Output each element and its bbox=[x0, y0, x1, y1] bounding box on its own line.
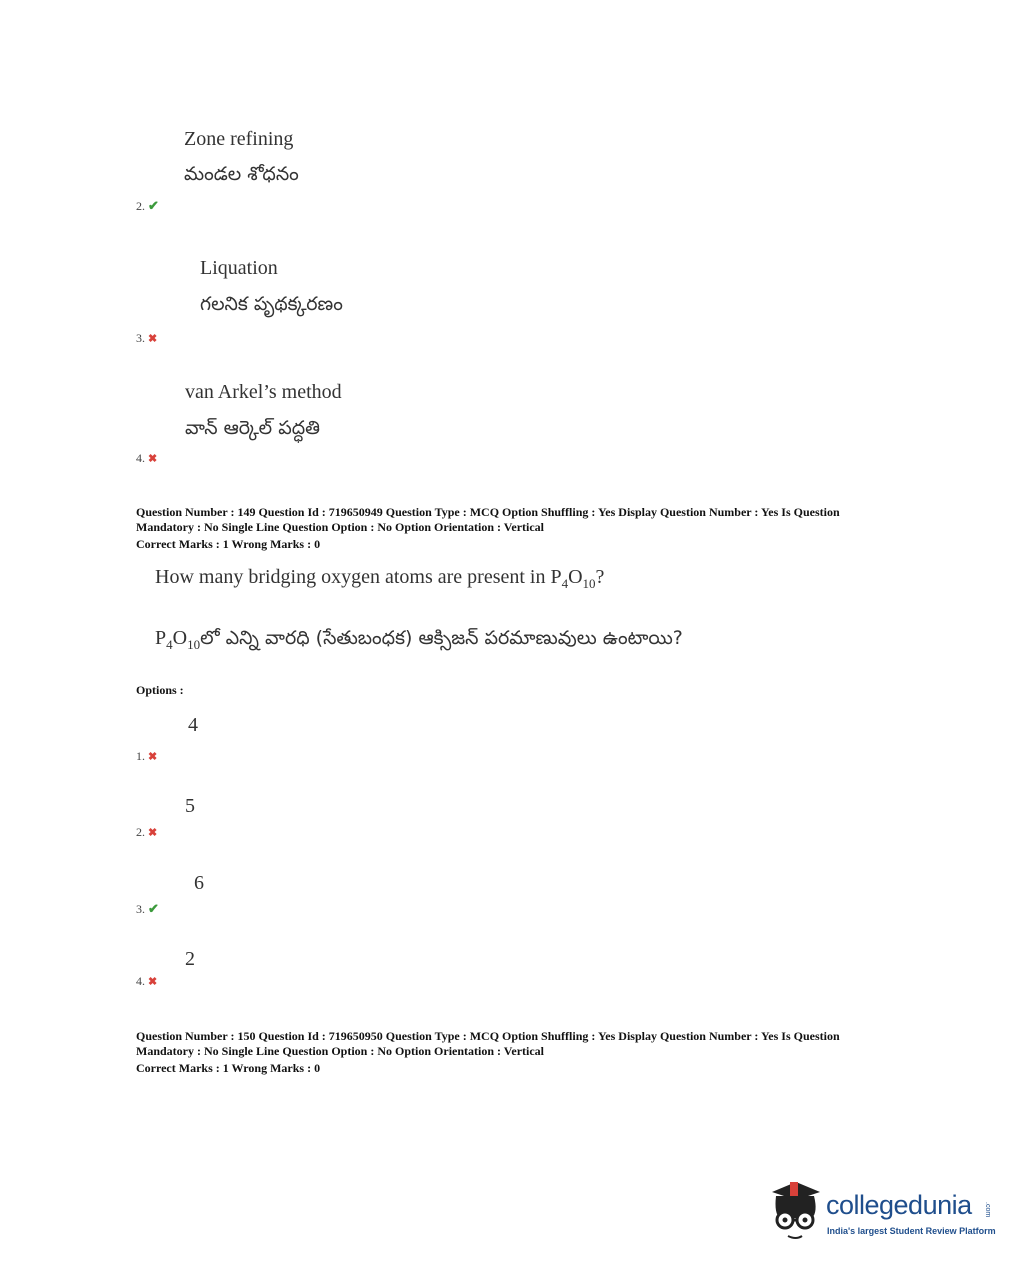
prev-option-4-en: van Arkel’s method bbox=[185, 381, 342, 403]
q149-question-en: How many bridging oxygen atoms are present in $P_4O_{10}$? bbox=[155, 566, 605, 591]
prev-option-2-te: మండల శోధనం bbox=[184, 163, 299, 185]
collegedunia-logo bbox=[766, 1176, 996, 1256]
q149-option-3-number: 3. ✔ bbox=[136, 901, 159, 916]
q149-option-2-number: 2. ✖ bbox=[136, 825, 158, 839]
q149-meta: Question Number : 149 Question Id : 719650949 Question Type : MCQ Option Shuffling : Yes Display Question Number : Yes Is Question Mandatory : No Single Line Question Option : No Option Orientation : Vertical Correct Marks : 1 Wrong Marks : 0 bbox=[136, 505, 840, 551]
mascot-icon bbox=[766, 1178, 824, 1244]
q150-meta: Question Number : 150 Question Id : 719650950 Question Type : MCQ Option Shuffling : Yes Display Question Number : Yes Is Question Mandatory : No Single Line Question Option : No Option Orientation : Vertical Correct Marks : 1 Wrong Marks : 0 bbox=[136, 1029, 840, 1075]
prev-option-4-number: 4. ✖ bbox=[136, 451, 158, 465]
check-icon: ✔ bbox=[148, 901, 159, 916]
q149-option-1-number: 1. ✖ bbox=[136, 749, 158, 763]
prev-option-2-en: Zone refining bbox=[184, 128, 294, 150]
options-label: Options : bbox=[136, 683, 184, 697]
logo-tagline: India's largest Student Review Platform bbox=[827, 1226, 996, 1236]
q149-option-4-number: 4. ✖ bbox=[136, 974, 158, 988]
cross-icon: ✖ bbox=[148, 976, 158, 988]
q149-question-te: $P_4O_{10}లో$ ఎన్ని వారధి (సేతుబంధక) ఆక్సిజన్ పరమాణువులు ఉంటాయి? bbox=[155, 627, 683, 652]
cross-icon: ✖ bbox=[148, 333, 158, 345]
q149-option-3-value: 6 bbox=[194, 872, 204, 894]
prev-option-3-number: 3. ✖ bbox=[136, 331, 158, 345]
logo-name: collegedunia bbox=[826, 1190, 972, 1220]
q149-option-2-value: 5 bbox=[185, 795, 195, 817]
cross-icon: ✖ bbox=[148, 453, 158, 465]
check-icon: ✔ bbox=[148, 198, 159, 213]
logo-dotcom: .com bbox=[984, 1202, 991, 1218]
prev-option-2-number: 2. ✔ bbox=[136, 198, 159, 213]
cross-icon: ✖ bbox=[148, 827, 158, 839]
prev-option-3-en: Liquation bbox=[200, 257, 278, 279]
prev-option-3-te: గలనిక పృథక్కరణం bbox=[200, 293, 343, 315]
cross-icon: ✖ bbox=[148, 751, 158, 763]
q149-option-1-value: 4 bbox=[188, 714, 198, 736]
q149-option-4-value: 2 bbox=[185, 948, 195, 970]
prev-option-4-te: వాన్ ఆర్కెల్ పద్ధతి bbox=[185, 417, 320, 439]
